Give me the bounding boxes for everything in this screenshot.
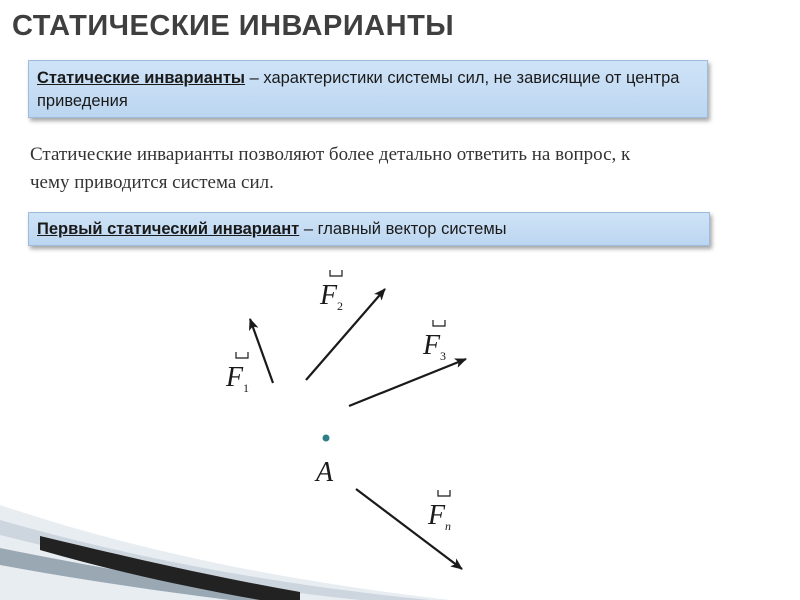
first-invariant-term: Первый статический инвариант	[37, 220, 300, 238]
definition-text: – характеристики системы сил, не зависящие от центра приведения	[37, 69, 680, 110]
vector-f2-subscript: 2	[337, 299, 343, 313]
slide-title: СТАТИЧЕСКИЕ ИНВАРИАНТЫ	[12, 10, 455, 42]
vector-fn-letter: F	[428, 500, 446, 531]
vector-f2-letter: F	[320, 280, 338, 311]
vector-f3-subscript: 3	[440, 349, 446, 363]
point-a-label: A	[316, 457, 334, 488]
vector-f1-letter: F	[226, 362, 244, 393]
first-invariant-text: – главный вектор системы	[299, 220, 507, 238]
vector-f3-letter: F	[423, 330, 441, 361]
explanation-paragraph: Статические инварианты позволяют более детально ответить на вопрос, к чему приводится система сил.	[30, 144, 631, 193]
vector-fn-subscript: n	[445, 519, 451, 533]
vector-f1-subscript: 1	[243, 381, 249, 395]
definition-term: Статические инварианты	[37, 69, 246, 87]
